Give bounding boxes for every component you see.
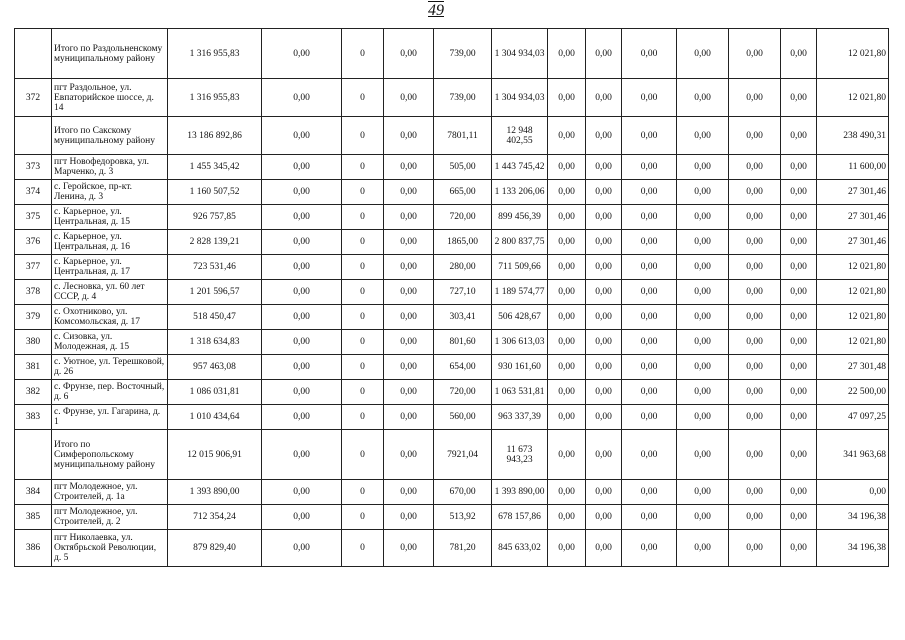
value-cell: 0,00: [262, 255, 342, 280]
value-cell: 1 393 890,00: [168, 480, 262, 505]
value-cell: 0,00: [548, 505, 586, 530]
value-cell: 678 157,86: [492, 505, 548, 530]
address-cell: Итого по Сакскому муниципальному району: [52, 117, 168, 155]
value-cell: 11 673 943,23: [492, 430, 548, 480]
table-row: [15, 79, 889, 117]
value-cell: 0,00: [781, 480, 817, 505]
row-number: 376: [15, 230, 52, 255]
value-cell: 0,00: [586, 230, 622, 255]
value-cell: 0,00: [677, 380, 729, 405]
value-cell: 505,00: [434, 155, 492, 180]
value-cell: 0,00: [677, 230, 729, 255]
value-cell: 0,00: [781, 330, 817, 355]
row-number: 386: [15, 530, 52, 567]
value-cell: 12 021,80: [817, 255, 889, 280]
value-cell: 47 097,25: [817, 405, 889, 430]
value-cell: 0,00: [548, 530, 586, 567]
value-cell: 0: [342, 180, 384, 205]
value-cell: 1 393 890,00: [492, 480, 548, 505]
value-cell: 0,00: [781, 505, 817, 530]
value-cell: 0,00: [384, 280, 434, 305]
value-cell: 13 186 892,86: [168, 117, 262, 155]
row-number: 384: [15, 480, 52, 505]
value-cell: 720,00: [434, 380, 492, 405]
value-cell: 0: [342, 505, 384, 530]
value-cell: 0,00: [384, 255, 434, 280]
value-cell: 0,00: [262, 480, 342, 505]
value-cell: 0,00: [781, 405, 817, 430]
address-cell: с. Карьерное, ул. Центральная, д. 17: [52, 255, 168, 280]
address-cell: пгт Молодежное, ул. Строителей, д. 1а: [52, 480, 168, 505]
value-cell: 0,00: [548, 330, 586, 355]
table-row: [15, 355, 889, 380]
value-cell: 0,00: [586, 79, 622, 117]
register-table: [14, 28, 889, 567]
value-cell: 34 196,38: [817, 505, 889, 530]
value-cell: 0: [342, 480, 384, 505]
value-cell: 0,00: [781, 29, 817, 79]
value-cell: 1 160 507,52: [168, 180, 262, 205]
value-cell: 930 161,60: [492, 355, 548, 380]
value-cell: 0,00: [677, 530, 729, 567]
address-cell: с. Карьерное, ул. Центральная, д. 15: [52, 205, 168, 230]
value-cell: 0,00: [729, 205, 781, 230]
value-cell: 0,00: [677, 280, 729, 305]
value-cell: 0,00: [384, 117, 434, 155]
value-cell: 0,00: [548, 280, 586, 305]
value-cell: 963 337,39: [492, 405, 548, 430]
value-cell: 0,00: [677, 480, 729, 505]
value-cell: 1865,00: [434, 230, 492, 255]
value-cell: 0: [342, 29, 384, 79]
value-cell: 0,00: [384, 180, 434, 205]
value-cell: 0,00: [622, 205, 677, 230]
row-number: 383: [15, 405, 52, 430]
address-cell: с. Уютное, ул. Терешковой, д. 26: [52, 355, 168, 380]
value-cell: 0,00: [548, 255, 586, 280]
value-cell: 712 354,24: [168, 505, 262, 530]
value-cell: 7801,11: [434, 117, 492, 155]
value-cell: 0,00: [262, 530, 342, 567]
value-cell: 0,00: [729, 480, 781, 505]
address-cell: пгт Молодежное, ул. Строителей, д. 2: [52, 505, 168, 530]
value-cell: 0,00: [262, 330, 342, 355]
value-cell: 0,00: [729, 155, 781, 180]
value-cell: 341 963,68: [817, 430, 889, 480]
value-cell: 0: [342, 430, 384, 480]
value-cell: 27 301,48: [817, 355, 889, 380]
value-cell: 670,00: [434, 480, 492, 505]
value-cell: 0,00: [729, 255, 781, 280]
value-cell: 0,00: [262, 305, 342, 330]
row-number: [15, 29, 52, 79]
value-cell: 0,00: [622, 280, 677, 305]
address-cell: Итого по Симферопольскому муниципальному району: [52, 430, 168, 480]
address-cell: с. Сизовка, ул. Молодежная, д. 15: [52, 330, 168, 355]
value-cell: 518 450,47: [168, 305, 262, 330]
value-cell: 0,00: [548, 29, 586, 79]
value-cell: 0,00: [781, 305, 817, 330]
value-cell: 0,00: [548, 230, 586, 255]
value-cell: 1 189 574,77: [492, 280, 548, 305]
value-cell: 303,41: [434, 305, 492, 330]
value-cell: 0,00: [262, 79, 342, 117]
value-cell: 0,00: [729, 305, 781, 330]
row-number: [15, 430, 52, 480]
value-cell: 0,00: [729, 280, 781, 305]
value-cell: 12 015 906,91: [168, 430, 262, 480]
value-cell: 0,00: [548, 380, 586, 405]
value-cell: 12 948 402,55: [492, 117, 548, 155]
value-cell: 22 500,00: [817, 380, 889, 405]
value-cell: 7921,04: [434, 430, 492, 480]
value-cell: 0,00: [548, 305, 586, 330]
value-cell: 0,00: [622, 155, 677, 180]
address-cell: пгт Николаевка, ул. Октябрьской Революции, д. 5: [52, 530, 168, 567]
value-cell: 0,00: [622, 117, 677, 155]
value-cell: 0,00: [781, 230, 817, 255]
value-cell: 926 757,85: [168, 205, 262, 230]
table-row: [15, 230, 889, 255]
table-row: [15, 430, 889, 480]
table-row: [15, 117, 889, 155]
value-cell: 0,00: [384, 380, 434, 405]
value-cell: 0,00: [262, 405, 342, 430]
value-cell: 560,00: [434, 405, 492, 430]
value-cell: 0,00: [262, 230, 342, 255]
value-cell: 0,00: [677, 205, 729, 230]
value-cell: 0,00: [729, 530, 781, 567]
table-row: [15, 480, 889, 505]
value-cell: 801,60: [434, 330, 492, 355]
value-cell: 0,00: [622, 29, 677, 79]
value-cell: 0,00: [262, 430, 342, 480]
value-cell: 727,10: [434, 280, 492, 305]
value-cell: 0,00: [729, 405, 781, 430]
value-cell: 0,00: [622, 480, 677, 505]
value-cell: 723 531,46: [168, 255, 262, 280]
value-cell: 0,00: [548, 405, 586, 430]
address-cell: с. Охотниково, ул. Комсомольская, д. 17: [52, 305, 168, 330]
value-cell: 0,00: [384, 430, 434, 480]
value-cell: 0,00: [622, 230, 677, 255]
row-number: 372: [15, 79, 52, 117]
address-cell: пгт Новофедоровка, ул. Марченко, д. 3: [52, 155, 168, 180]
value-cell: 0,00: [586, 205, 622, 230]
value-cell: 280,00: [434, 255, 492, 280]
value-cell: 0,00: [781, 205, 817, 230]
value-cell: 0,00: [622, 355, 677, 380]
value-cell: 0,00: [262, 380, 342, 405]
address-cell: с. Фрунзе, пер. Восточный, д. 6: [52, 380, 168, 405]
value-cell: 0,00: [262, 29, 342, 79]
address-cell: с. Геройское, пр-кт. Ленина, д. 3: [52, 180, 168, 205]
value-cell: 0,00: [262, 355, 342, 380]
value-cell: 12 021,80: [817, 305, 889, 330]
value-cell: 2 800 837,75: [492, 230, 548, 255]
page-number: 49: [428, 2, 444, 19]
table-row: [15, 280, 889, 305]
value-cell: 0,00: [586, 29, 622, 79]
value-cell: 0,00: [677, 405, 729, 430]
row-number: 375: [15, 205, 52, 230]
value-cell: 0,00: [262, 117, 342, 155]
value-cell: 0,00: [729, 29, 781, 79]
value-cell: 0,00: [729, 330, 781, 355]
value-cell: 0,00: [622, 305, 677, 330]
value-cell: 0,00: [548, 430, 586, 480]
value-cell: 0,00: [384, 205, 434, 230]
value-cell: 711 509,66: [492, 255, 548, 280]
value-cell: 0,00: [586, 380, 622, 405]
table-row: [15, 29, 889, 79]
value-cell: 0,00: [384, 405, 434, 430]
value-cell: 12 021,80: [817, 330, 889, 355]
value-cell: 0,00: [781, 117, 817, 155]
value-cell: 0,00: [262, 205, 342, 230]
row-number: 373: [15, 155, 52, 180]
value-cell: 0,00: [384, 355, 434, 380]
value-cell: 0,00: [548, 155, 586, 180]
value-cell: 0,00: [586, 530, 622, 567]
value-cell: 0: [342, 305, 384, 330]
value-cell: 1 316 955,83: [168, 79, 262, 117]
value-cell: 0: [342, 230, 384, 255]
value-cell: 0,00: [729, 230, 781, 255]
value-cell: 0,00: [548, 355, 586, 380]
value-cell: 0,00: [729, 355, 781, 380]
value-cell: 1 304 934,03: [492, 79, 548, 117]
row-number: 377: [15, 255, 52, 280]
value-cell: 0,00: [781, 380, 817, 405]
value-cell: 1 455 345,42: [168, 155, 262, 180]
value-cell: 0,00: [622, 330, 677, 355]
value-cell: 1 306 613,03: [492, 330, 548, 355]
value-cell: 0,00: [548, 480, 586, 505]
value-cell: 0: [342, 405, 384, 430]
table-row: [15, 305, 889, 330]
value-cell: 0,00: [622, 380, 677, 405]
value-cell: 0,00: [262, 505, 342, 530]
table-row: [15, 255, 889, 280]
value-cell: 1 133 206,06: [492, 180, 548, 205]
value-cell: 739,00: [434, 79, 492, 117]
value-cell: 0,00: [586, 180, 622, 205]
value-cell: 0,00: [781, 530, 817, 567]
value-cell: 27 301,46: [817, 230, 889, 255]
value-cell: 0,00: [817, 480, 889, 505]
value-cell: 0,00: [586, 430, 622, 480]
value-cell: 0,00: [677, 430, 729, 480]
value-cell: 0,00: [729, 117, 781, 155]
value-cell: 0,00: [677, 29, 729, 79]
value-cell: 0,00: [729, 505, 781, 530]
value-cell: 12 021,80: [817, 29, 889, 79]
value-cell: 0,00: [586, 330, 622, 355]
value-cell: 12 021,80: [817, 280, 889, 305]
value-cell: 654,00: [434, 355, 492, 380]
value-cell: 0,00: [384, 505, 434, 530]
value-cell: 0,00: [677, 305, 729, 330]
value-cell: 0: [342, 280, 384, 305]
value-cell: 665,00: [434, 180, 492, 205]
row-number: 380: [15, 330, 52, 355]
value-cell: 0: [342, 205, 384, 230]
value-cell: 0,00: [548, 79, 586, 117]
value-cell: 27 301,46: [817, 180, 889, 205]
value-cell: 879 829,40: [168, 530, 262, 567]
value-cell: 0,00: [384, 530, 434, 567]
value-cell: 0,00: [384, 230, 434, 255]
value-cell: 0,00: [384, 155, 434, 180]
value-cell: 506 428,67: [492, 305, 548, 330]
value-cell: 1 086 031,81: [168, 380, 262, 405]
value-cell: 0,00: [548, 205, 586, 230]
value-cell: 0: [342, 79, 384, 117]
value-cell: 0,00: [677, 505, 729, 530]
value-cell: 0,00: [622, 255, 677, 280]
table-row: [15, 405, 889, 430]
value-cell: 1 304 934,03: [492, 29, 548, 79]
table-row: [15, 505, 889, 530]
value-cell: 0: [342, 255, 384, 280]
value-cell: 0,00: [586, 355, 622, 380]
row-number: 382: [15, 380, 52, 405]
value-cell: 0,00: [729, 380, 781, 405]
value-cell: 0,00: [781, 255, 817, 280]
table-row: [15, 205, 889, 230]
value-cell: 0,00: [384, 480, 434, 505]
row-number: 379: [15, 305, 52, 330]
value-cell: 0,00: [586, 255, 622, 280]
value-cell: 845 633,02: [492, 530, 548, 567]
row-number: 381: [15, 355, 52, 380]
row-number: 385: [15, 505, 52, 530]
value-cell: 781,20: [434, 530, 492, 567]
value-cell: 0,00: [677, 155, 729, 180]
table-row: [15, 180, 889, 205]
table-row: [15, 380, 889, 405]
value-cell: 0,00: [677, 355, 729, 380]
value-cell: 739,00: [434, 29, 492, 79]
value-cell: 0,00: [384, 305, 434, 330]
value-cell: 0,00: [262, 280, 342, 305]
value-cell: 899 456,39: [492, 205, 548, 230]
value-cell: 0,00: [622, 505, 677, 530]
value-cell: 0,00: [622, 180, 677, 205]
value-cell: 0,00: [729, 79, 781, 117]
value-cell: 0: [342, 155, 384, 180]
value-cell: 0,00: [586, 480, 622, 505]
value-cell: 0,00: [586, 117, 622, 155]
value-cell: 0,00: [262, 155, 342, 180]
value-cell: 0,00: [622, 530, 677, 567]
value-cell: 0,00: [677, 180, 729, 205]
value-cell: 1 443 745,42: [492, 155, 548, 180]
value-cell: 27 301,46: [817, 205, 889, 230]
value-cell: 0,00: [586, 280, 622, 305]
address-cell: Итого по Раздольненскому муниципальному району: [52, 29, 168, 79]
value-cell: 0,00: [781, 79, 817, 117]
value-cell: 0,00: [781, 155, 817, 180]
value-cell: 0,00: [781, 355, 817, 380]
value-cell: 0,00: [622, 430, 677, 480]
table-row: [15, 330, 889, 355]
value-cell: 0,00: [586, 405, 622, 430]
value-cell: 2 828 139,21: [168, 230, 262, 255]
value-cell: 0,00: [622, 79, 677, 117]
table-row: [15, 530, 889, 567]
value-cell: 0: [342, 330, 384, 355]
value-cell: 0,00: [729, 430, 781, 480]
value-cell: 957 463,08: [168, 355, 262, 380]
address-cell: пгт Раздольное, ул. Евпаторийское шоссе, д. 14: [52, 79, 168, 117]
value-cell: 1 063 531,81: [492, 380, 548, 405]
row-number: 374: [15, 180, 52, 205]
value-cell: 0,00: [677, 330, 729, 355]
value-cell: 1 201 596,57: [168, 280, 262, 305]
value-cell: 0: [342, 380, 384, 405]
value-cell: 0,00: [384, 29, 434, 79]
value-cell: 0,00: [262, 180, 342, 205]
value-cell: 0,00: [384, 330, 434, 355]
value-cell: 0,00: [586, 305, 622, 330]
value-cell: 238 490,31: [817, 117, 889, 155]
address-cell: с. Карьерное, ул. Центральная, д. 16: [52, 230, 168, 255]
value-cell: 0,00: [548, 180, 586, 205]
value-cell: 1 010 434,64: [168, 405, 262, 430]
value-cell: 0,00: [677, 117, 729, 155]
value-cell: 0,00: [677, 255, 729, 280]
address-cell: с. Фрунзе, ул. Гагарина, д. 1: [52, 405, 168, 430]
row-number: [15, 117, 52, 155]
value-cell: 0: [342, 530, 384, 567]
value-cell: 1 318 634,83: [168, 330, 262, 355]
value-cell: 720,00: [434, 205, 492, 230]
table-row: [15, 155, 889, 180]
value-cell: 0,00: [729, 180, 781, 205]
value-cell: 0: [342, 117, 384, 155]
value-cell: 0: [342, 355, 384, 380]
value-cell: 34 196,38: [817, 530, 889, 567]
value-cell: 0,00: [384, 79, 434, 117]
value-cell: 11 600,00: [817, 155, 889, 180]
value-cell: 513,92: [434, 505, 492, 530]
address-cell: с. Лесновка, ул. 60 лет СССР, д. 4: [52, 280, 168, 305]
value-cell: 0,00: [548, 117, 586, 155]
row-number: 378: [15, 280, 52, 305]
value-cell: 0,00: [622, 405, 677, 430]
value-cell: 0,00: [586, 505, 622, 530]
value-cell: 0,00: [781, 430, 817, 480]
value-cell: 1 316 955,83: [168, 29, 262, 79]
value-cell: 0,00: [781, 180, 817, 205]
value-cell: 12 021,80: [817, 79, 889, 117]
value-cell: 0,00: [781, 280, 817, 305]
value-cell: 0,00: [586, 155, 622, 180]
value-cell: 0,00: [677, 79, 729, 117]
